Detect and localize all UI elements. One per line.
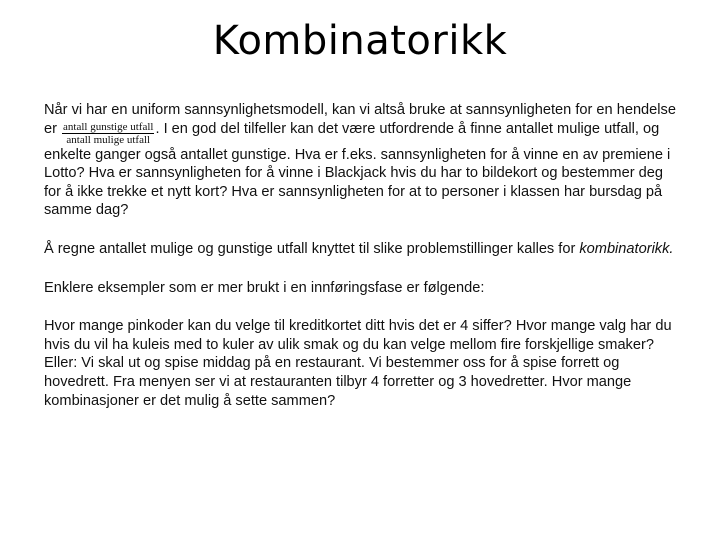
probability-fraction bbox=[62, 121, 154, 146]
definition-text: Å regne antallet mulige og gunstige utfall knyttet til slike problemstillinger kalles for bbox=[44, 240, 580, 257]
fraction-denominator: antall mulige utfall bbox=[66, 133, 151, 146]
paragraph-definition bbox=[44, 240, 684, 259]
page-title: Kombinatorikk bbox=[212, 18, 508, 64]
paragraph-examples-intro: Enklere eksempler som er mer brukt i en innføringsfase er følgende: bbox=[44, 279, 485, 296]
intro-start: Når vi har en uniform sannsynlighetsmodell, kan vi altså bruke at sannsynligheten for en hendelse er bbox=[44, 102, 676, 137]
content-body bbox=[44, 101, 684, 410]
paragraph-example-restaurant: Eller: Vi skal ut og spise middag på en restaurant. Vi bestemmer oss for å spise forrett og hovedrett. Fra menyen ser vi at restauranten tilbyr 4 forretter og 3 hovedretter. Hvor mange kombinasjoner er det mulig å sette sammen? bbox=[44, 355, 632, 409]
paragraph-example-pincode: Hvor mange pinkoder kan du velge til kreditkortet ditt hvis det er 4 siffer? Hvor mange valg har du hvis du vil ha kuleis med to kuler av ulik smak og du kan velge mellom fire forskjellige smaker? bbox=[44, 318, 672, 353]
fraction-numerator: antall gunstige utfall bbox=[63, 120, 154, 133]
definition-term: kombinatorikk. bbox=[579, 240, 674, 257]
intro-end: . I en god del tilfeller kan det være utfordrende å finne antallet mulige utfall, og enkelte ganger også antallet gunstige. Hva er f.eks. sannsynligheten for å vinne en av premiene i Lotto? Hva er sannsynligheten for å vinne i Blackjack hvis du har to bildekort og bestemmer deg for å ikke trekke et nytt kort? Hva er sannsynligheten for at to personer i klassen har bursdag på samme dag? bbox=[44, 120, 671, 219]
paragraph-intro bbox=[44, 101, 684, 220]
